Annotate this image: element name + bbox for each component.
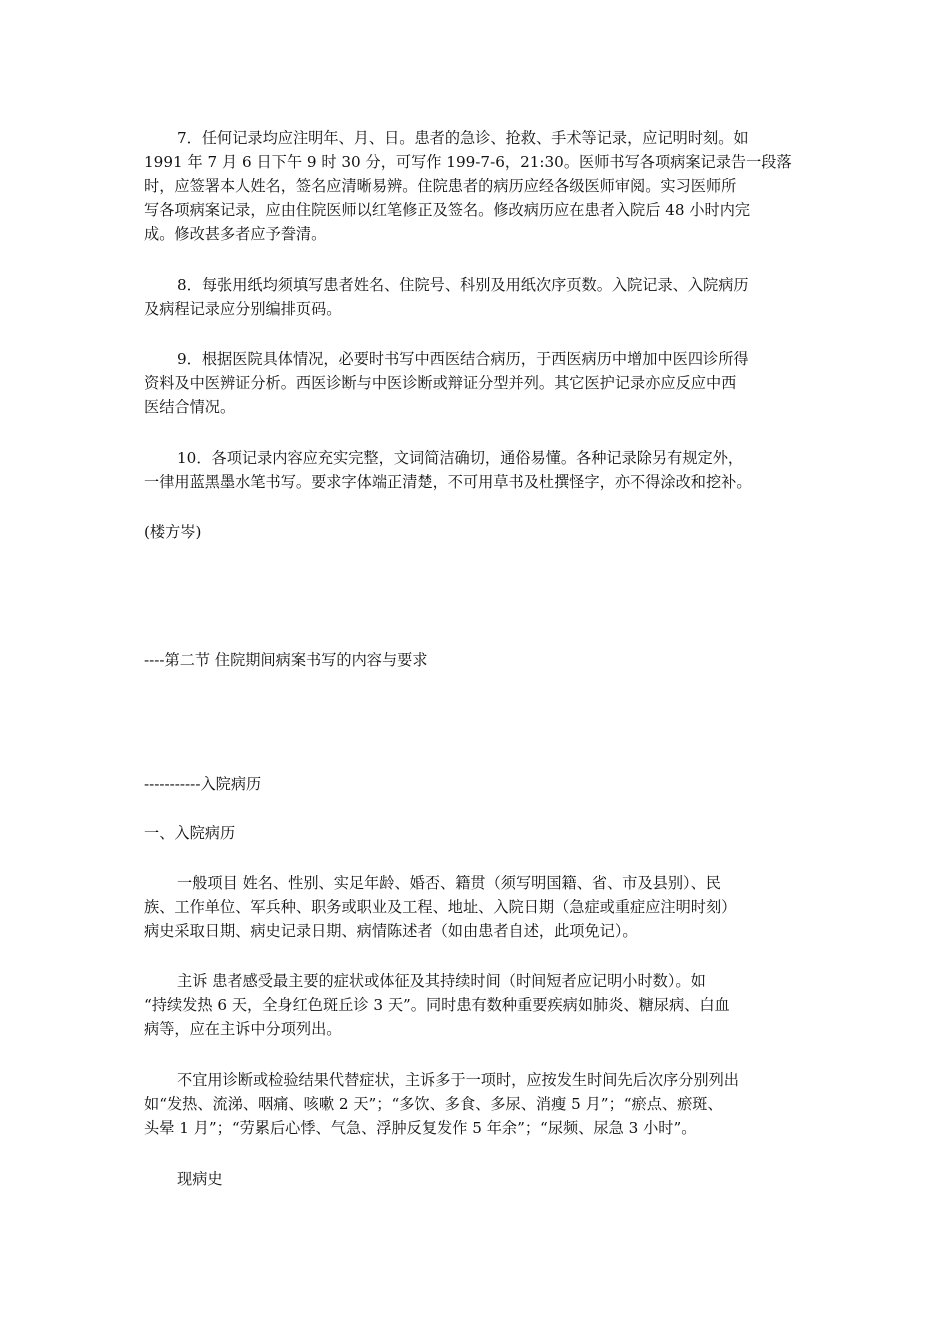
item-10-continued xyxy=(144,470,808,494)
item-10-line-1: 10．各项记录内容应充实完整，文词简洁确切，通俗易懂。各种记录除另有规定外， xyxy=(177,449,744,467)
complaint-note-line-2: 如“发热、流涕、咽痛、咳嗽 2 天”；“多饮、多食、多尿、消瘦 5 月”；“瘀点、瘀斑、 xyxy=(144,1095,723,1113)
general-items-paragraph xyxy=(144,871,808,895)
item-7-number: 7． xyxy=(177,129,202,147)
item-7-line-3: 时，应签署本人姓名，签名应清晰易辨。住院患者的病历应经各级医师审阅。实习医师所 xyxy=(144,177,737,195)
item-10-number: 10． xyxy=(177,449,212,467)
item-8-number: 8． xyxy=(177,276,202,294)
present-illness-heading: 现病史 xyxy=(177,1170,223,1188)
complaint-note-line-1: 不宜用诊断或检验结果代替症状，主诉多于一项时，应按发生时间先后次序分别列出 xyxy=(177,1071,739,1089)
chief-complaint-line-1: 主诉 患者感受最主要的症状或体征及其持续时间（时间短者应记明小时数）。如 xyxy=(177,972,706,990)
complaint-note-paragraph xyxy=(144,1068,808,1092)
item-9-continued xyxy=(144,371,808,419)
general-items-line-1: 一般项目 姓名、性别、实足年龄、婚否、籍贯（须写明国籍、省、市及县别）、民 xyxy=(177,874,721,892)
item-7-line-5: 成。修改甚多者应予誊清。 xyxy=(144,225,327,243)
chief-complaint-paragraph xyxy=(144,969,808,993)
item-8-line-1: 8．每张用纸均须填写患者姓名、住院号、科别及用纸次序页数。入院记录、入院病历 xyxy=(177,276,749,294)
item-8-continued xyxy=(144,297,808,321)
item-9-line-2: 资料及中医辨证分析。西医诊断与中医诊断或辩证分型并列。其它医护记录亦应反应中西 xyxy=(144,374,737,392)
general-items-continued xyxy=(144,895,808,943)
chief-complaint-line-3: 病等，应在主诉中分项列出。 xyxy=(144,1020,342,1038)
section-heading: ----第二节 住院期间病案书写的内容与要求 xyxy=(144,651,428,669)
item-10-line-2: 一律用蓝黑墨水笔书写。要求字体端正清楚，不可用草书及杜撰怪字，亦不得涂改和挖补。 xyxy=(144,473,752,491)
chief-complaint-continued xyxy=(144,993,808,1041)
item-8-paragraph xyxy=(144,273,808,297)
item-7-continued xyxy=(144,150,808,246)
item-10-paragraph xyxy=(144,446,808,470)
item-8-line-2: 及病程记录应分别编排页码。 xyxy=(144,300,342,318)
item-7-line-1: 7．任何记录均应注明年、月、日。患者的急诊、抢救、手术等记录，应记明时刻。如 xyxy=(177,129,749,147)
complaint-note-line-3: 头晕 1 月”；“劳累后心悸、气急、浮肿反复发作 5 年余”；“尿频、尿急 3 小时”。 xyxy=(144,1119,697,1137)
item-9-line-3: 医结合情况。 xyxy=(144,398,236,416)
item-9-line-1: 9．根据医院具体情况，必要时书写中西医结合病历，于西医病历中增加中医四诊所得 xyxy=(177,350,749,368)
item-7-paragraph xyxy=(144,126,808,150)
item-9-number: 9． xyxy=(177,350,202,368)
subsection-heading: -----------入院病历 xyxy=(144,775,262,793)
chief-complaint-line-2: “持续发热 6 天，全身红色斑丘诊 3 天”。同时患有数种重要疾病如肺炎、糖尿病、白血 xyxy=(144,996,730,1014)
item-7-line-2: 1991 年 7 月 6 日下午 9 时 30 分，可写作 199-7-6，21:30。医师书写各项病案记录告一段落 xyxy=(144,153,792,171)
general-items-line-2: 族、工作单位、军兵种、职务或职业及工程、地址、入院日期（急症或重症应注明时刻） xyxy=(144,898,737,916)
part-heading: 一、入院病历 xyxy=(144,824,236,842)
general-items-line-3: 病史采取日期、病史记录日期、病情陈述者（如由患者自述，此项免记）。 xyxy=(144,922,638,940)
complaint-note-continued xyxy=(144,1092,808,1140)
author-note: (楼方岑) xyxy=(144,523,202,541)
item-9-paragraph xyxy=(144,347,808,371)
item-7-line-4: 写各项病案记录，应由住院医师以红笔修正及签名。修改病历应在患者入院后 48 小时内完 xyxy=(144,201,751,219)
